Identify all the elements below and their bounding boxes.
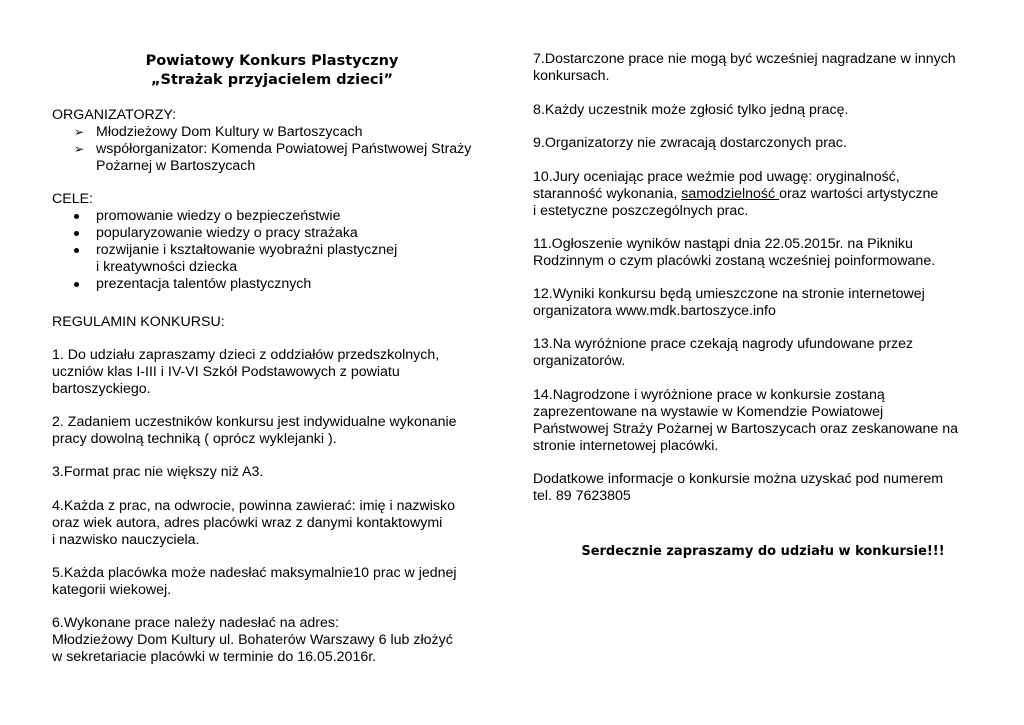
rule-6 [52, 615, 512, 666]
rule-text: staranność wykonania, [533, 186, 682, 202]
rule-9 [533, 135, 993, 152]
rule-line: uczniów klas I-III i IV-VI Szkół Podstawowych z powiatu [52, 364, 400, 380]
rule-line: 6.Wykonane prace należy nadesłać na adres: [52, 615, 339, 631]
rule-line: bartoszyckiego. [52, 381, 151, 397]
rule-line: 13.Na wyróżnione prace czekają nagrody ufundowane przez [533, 336, 914, 352]
rule-line: 1. Do udziału zapraszamy dzieci z oddziałów przedszkolnych, [52, 347, 440, 363]
rule-line: Państwowej Straży Pożarnej w Bartoszycach oraz zeskanowane na [533, 421, 959, 437]
rule-line: 12.Wyniki konkursu będą umieszczone na stronie internetowej [533, 286, 925, 302]
contest-subtitle: „Strażak przyjacielem dzieci” [150, 72, 393, 88]
rule-line: 3.Format prac nie większy niż A3. [52, 464, 264, 480]
organizer-text: współorganizator: Komenda Powiatowej Państwowej Straży [96, 141, 472, 157]
rule-line: Rodzinnym o czym placówki zostaną wcześniej poinformowane. [533, 253, 936, 269]
organizer-item [52, 141, 512, 158]
rule-11 [533, 236, 993, 270]
rule-line [533, 186, 993, 203]
closing-invitation: Serdecznie zapraszamy do udziału w konkursie!!! [581, 544, 945, 559]
rules-heading-block [52, 314, 512, 331]
dot-bullet-icon [74, 282, 79, 287]
dot-bullet-icon [74, 248, 79, 253]
rule-line: organizatorów. [533, 353, 626, 369]
rule-line: kategorii wiekowej. [52, 582, 172, 598]
rule-8 [533, 102, 993, 119]
contact-info [533, 471, 993, 505]
organizer-text: Młodzieżowy Dom Kultury w Bartoszycach [96, 124, 363, 140]
rule-line: w sekretariacie placówki w terminie do 16.05.2016r. [52, 649, 377, 665]
rule-line: pracy dowolną techniką ( oprócz wyklejanki ). [52, 431, 337, 447]
organizers-heading: ORGANIZATORZY: [52, 107, 177, 123]
rules-heading: REGULAMIN KONKURSU: [52, 314, 225, 330]
rule-text: oraz wartości artystyczne [779, 186, 939, 202]
dot-bullet-icon [74, 231, 79, 236]
rule-line: 14.Nagrodzone i wyróżnione prace w konkursie zostaną [533, 387, 885, 403]
dot-bullet-icon [74, 214, 79, 219]
rule-line: Młodzieżowy Dom Kultury ul. Bohaterów Warszawy 6 lub złożyć [52, 632, 453, 648]
rule-line: 10.Jury oceniając prace weźmie pod uwagę: oryginalność, [533, 169, 900, 185]
goal-item [52, 242, 512, 259]
goal-text: rozwijanie i kształtowanie wyobraźni plastycznej [96, 242, 398, 258]
contest-title: Powiatowy Konkurs Plastyczny [145, 53, 399, 69]
rule-13 [533, 336, 993, 370]
rule-line: 9.Organizatorzy nie zwracają dostarczonych prac. [533, 135, 847, 151]
goal-item [52, 208, 512, 225]
rule-3 [52, 464, 512, 481]
organizer-text: Pożarnej w Bartoszycach [96, 158, 256, 174]
goal-text: prezentacja talentów plastycznych [96, 276, 312, 292]
rule-1 [52, 347, 512, 398]
rule-line: 4.Każda z prac, na odwrocie, powinna zawierać: imię i nazwisko [52, 498, 455, 514]
rule-2 [52, 414, 512, 448]
rule-10 [533, 169, 993, 220]
goal-text: popularyzowanie wiedzy o pracy strażaka [96, 225, 358, 241]
rule-line: 5.Każda placówka może nadesłać maksymalnie10 prac w jednej [52, 565, 457, 581]
arrowhead-bullet-icon: ➢ [74, 125, 85, 139]
rule-line: 2. Zadaniem uczestników konkursu jest indywidualne wykonanie [52, 414, 457, 430]
rule-12 [533, 286, 993, 320]
goal-text: i kreatywności dziecka [96, 259, 238, 275]
goals-section [52, 191, 512, 293]
organizer-item [52, 124, 512, 141]
rule-7 [533, 51, 993, 85]
rule-line: zaprezentowane na wystawie w Komendzie Powiatowej [533, 404, 884, 420]
rule-line: 11.Ogłoszenie wyników nastąpi dnia 22.05.2015r. na Pikniku [533, 236, 913, 252]
goal-item [52, 276, 512, 293]
goal-text: promowanie wiedzy o bezpieczeństwie [96, 208, 341, 224]
rule-5 [52, 565, 512, 599]
rule-line: 7.Dostarczone prace nie mogą być wcześniej nagradzane w innych [533, 51, 956, 67]
rule-line: 8.Każdy uczestnik może zgłosić tylko jedną pracę. [533, 102, 849, 118]
contact-line: Dodatkowe informacje o konkursie można uzyskać pod numerem [533, 471, 944, 487]
rule-line: organizatora www.mdk.bartoszyce.info [533, 303, 776, 319]
underlined-word: samodzielność [681, 186, 780, 202]
arrowhead-bullet-icon: ➢ [74, 142, 85, 156]
goals-heading: CELE: [52, 191, 94, 207]
rule-4 [52, 498, 512, 549]
rule-line: i nazwisko nauczyciela. [52, 532, 200, 548]
rule-line: oraz wiek autora, adres placówki wraz z danymi kontaktowymi [52, 515, 443, 531]
organizers-section [52, 107, 512, 175]
rule-line: stronie internetowej placówki. [533, 438, 719, 454]
contact-phone: tel. 89 7623805 [533, 488, 631, 504]
rule-line: konkursach. [533, 68, 610, 84]
rule-14 [533, 387, 993, 455]
rule-line: i estetyczne poszczególnych prac. [533, 203, 749, 219]
goal-item [52, 225, 512, 242]
